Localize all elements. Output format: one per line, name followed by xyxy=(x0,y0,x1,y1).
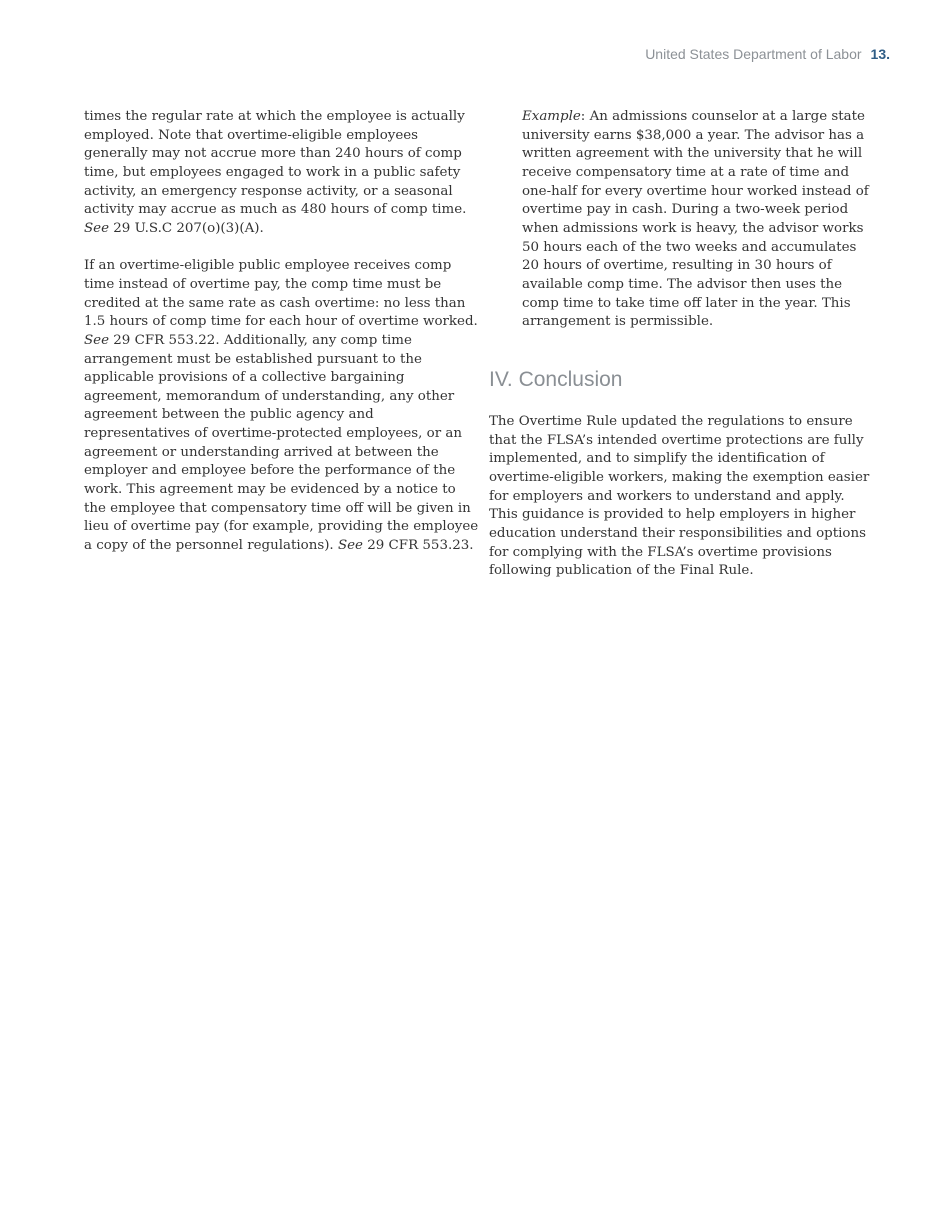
see-signal: See xyxy=(84,332,110,348)
citation: 29 U.S.C 207(o)(3)(A). xyxy=(109,220,264,236)
page-number: 13. xyxy=(870,46,890,62)
example-paragraph xyxy=(522,108,872,332)
example-label: Example xyxy=(522,109,581,124)
page-header xyxy=(645,46,890,62)
paragraph-text: times the regular rate at which the employee is actually employed. Note that overtime-eligible employees generally may not accrue more than 240 hours of comp time, but employees engaged to work in a public safety activity, an emergency response activity, or a seasonal activity may accrue as much as 480 hours of comp time. xyxy=(84,109,467,218)
see-signal: See xyxy=(337,538,363,554)
example-text: : An admissions counselor at a large state university earns $38,000 a year. The advisor has a written agreement with the university that he will receive compensatory time at a rate of time and one-half for every overtime hour worked instead of overtime pay in cash. During a two-week period when admissions work is heavy, the advisor works 50 hours each of the two weeks and accumulates 20 hours of overtime, resulting in 30 hours of available comp time. The advisor then uses the comp time to take time off later in the year. This arrangement is permissible. xyxy=(522,109,869,330)
citation: 29 CFR 553.23. xyxy=(362,538,474,554)
conclusion-block xyxy=(489,413,874,581)
comp-time-limits-paragraph xyxy=(84,108,479,239)
paragraph-text: 29 CFR 553.22. Additionally, any comp time arrangement must be established pursuant to the applicable provisions of a collective bargaining agreement, memorandum of understanding, any other agreement between the public agency and representatives of overtime-protected employees, or an agreement or understanding arrived at between the employer and employee before the performance of the work. This agreement may be evidenced by a notice to the employee that compensatory time off will be given in lieu of overtime pay (for example, providing the employee a copy of the personnel regulations). xyxy=(84,332,479,554)
comp-time-arrangement-paragraph xyxy=(84,257,479,556)
agency-name: United States Department of Labor xyxy=(645,46,862,62)
see-signal: See xyxy=(84,220,110,236)
conclusion-paragraph: The Overtime Rule updated the regulations to ensure that the FLSA’s intended overtime protections are fully implemented, and to simplify the identification of overtime-eligible workers, making the exemption easier for employers and workers to understand and apply. This guidance is provided to help employers in higher education understand their responsibilities and options for complying with the FLSA’s overtime provisions following publication of the Final Rule. xyxy=(489,414,870,579)
paragraph-text: If an overtime-eligible public employee receives comp time instead of overtime pay, the comp time must be credited at the same rate as cash overtime: no less than 1.5 hours of comp time for each hour of overtime worked. xyxy=(84,258,478,330)
conclusion-heading: IV. Conclusion xyxy=(489,368,623,391)
left-column xyxy=(84,108,479,556)
example-block xyxy=(522,108,872,332)
